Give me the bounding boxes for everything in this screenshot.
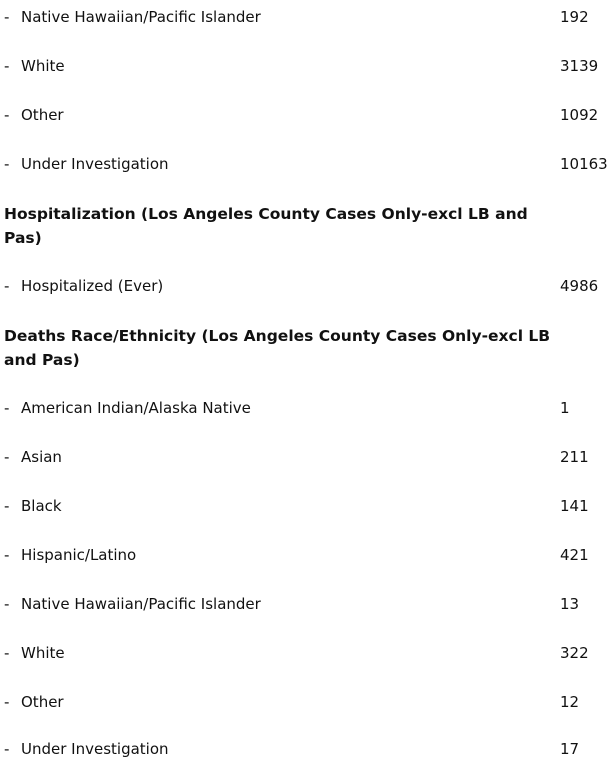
list-item: [0, 495, 611, 517]
list-item-label: Native Hawaiian/Pacific Islander: [21, 595, 261, 613]
list-bullet: -: [4, 277, 10, 295]
list-item: [0, 6, 611, 28]
list-item: [0, 153, 611, 175]
list-item-value: 17: [560, 740, 580, 758]
section-heading-hospitalization: Hospitalization (Los Angeles County Cases Only-excl LB and Pas): [4, 205, 528, 247]
list-item-label: Native Hawaiian/Pacific Islander: [21, 8, 261, 26]
list-item-value: 1092: [560, 106, 599, 124]
list-bullet: -: [4, 693, 10, 711]
list-item-value: 141: [560, 497, 589, 515]
list-item-value: 322: [560, 644, 589, 662]
list-bullet: -: [4, 448, 10, 466]
list-item-label: Hospitalized (Ever): [21, 277, 164, 295]
list-item: [0, 55, 611, 77]
list-item-value: 3139: [560, 57, 599, 75]
list-item-value: 1: [560, 399, 570, 417]
list-item-label: Black: [21, 497, 62, 515]
list-item-label: White: [21, 57, 65, 75]
list-bullet: -: [4, 155, 10, 173]
section-heading-deaths-race: Deaths Race/Ethnicity (Los Angeles County Cases Only-excl LB and Pas): [4, 327, 551, 369]
list-bullet: -: [4, 497, 10, 515]
list-item-label: Other: [21, 106, 64, 124]
list-item-label: American Indian/Alaska Native: [21, 399, 251, 417]
list-item: [0, 397, 611, 419]
list-item-value: 211: [560, 448, 589, 466]
list-bullet: -: [4, 8, 10, 26]
list-item: [0, 691, 611, 713]
list-item-value: 421: [560, 546, 589, 564]
list-bullet: -: [4, 106, 10, 124]
list-item-value: 192: [560, 8, 589, 26]
list-item-value: 13: [560, 595, 580, 613]
list-bullet: -: [4, 546, 10, 564]
list-item: [0, 275, 611, 297]
list-item-label: Hispanic/Latino: [21, 546, 137, 564]
list-item-label: White: [21, 644, 65, 662]
list-bullet: -: [4, 740, 10, 758]
list-item-label: Under Investigation: [21, 155, 169, 173]
list-item-label: Other: [21, 693, 64, 711]
list-bullet: -: [4, 399, 10, 417]
list-item-label: Asian: [21, 448, 62, 466]
list-bullet: -: [4, 595, 10, 613]
list-item: [0, 544, 611, 566]
list-item: [0, 446, 611, 468]
list-item-value: 4986: [560, 277, 599, 295]
list-bullet: -: [4, 57, 10, 75]
list-item-value: 10163: [560, 155, 608, 173]
list-bullet: -: [4, 644, 10, 662]
list-item: [0, 593, 611, 615]
list-item: [0, 738, 611, 760]
list-item: [0, 642, 611, 664]
list-item-label: Under Investigation: [21, 740, 169, 758]
list-item: [0, 104, 611, 126]
list-item-value: 12: [560, 693, 580, 711]
